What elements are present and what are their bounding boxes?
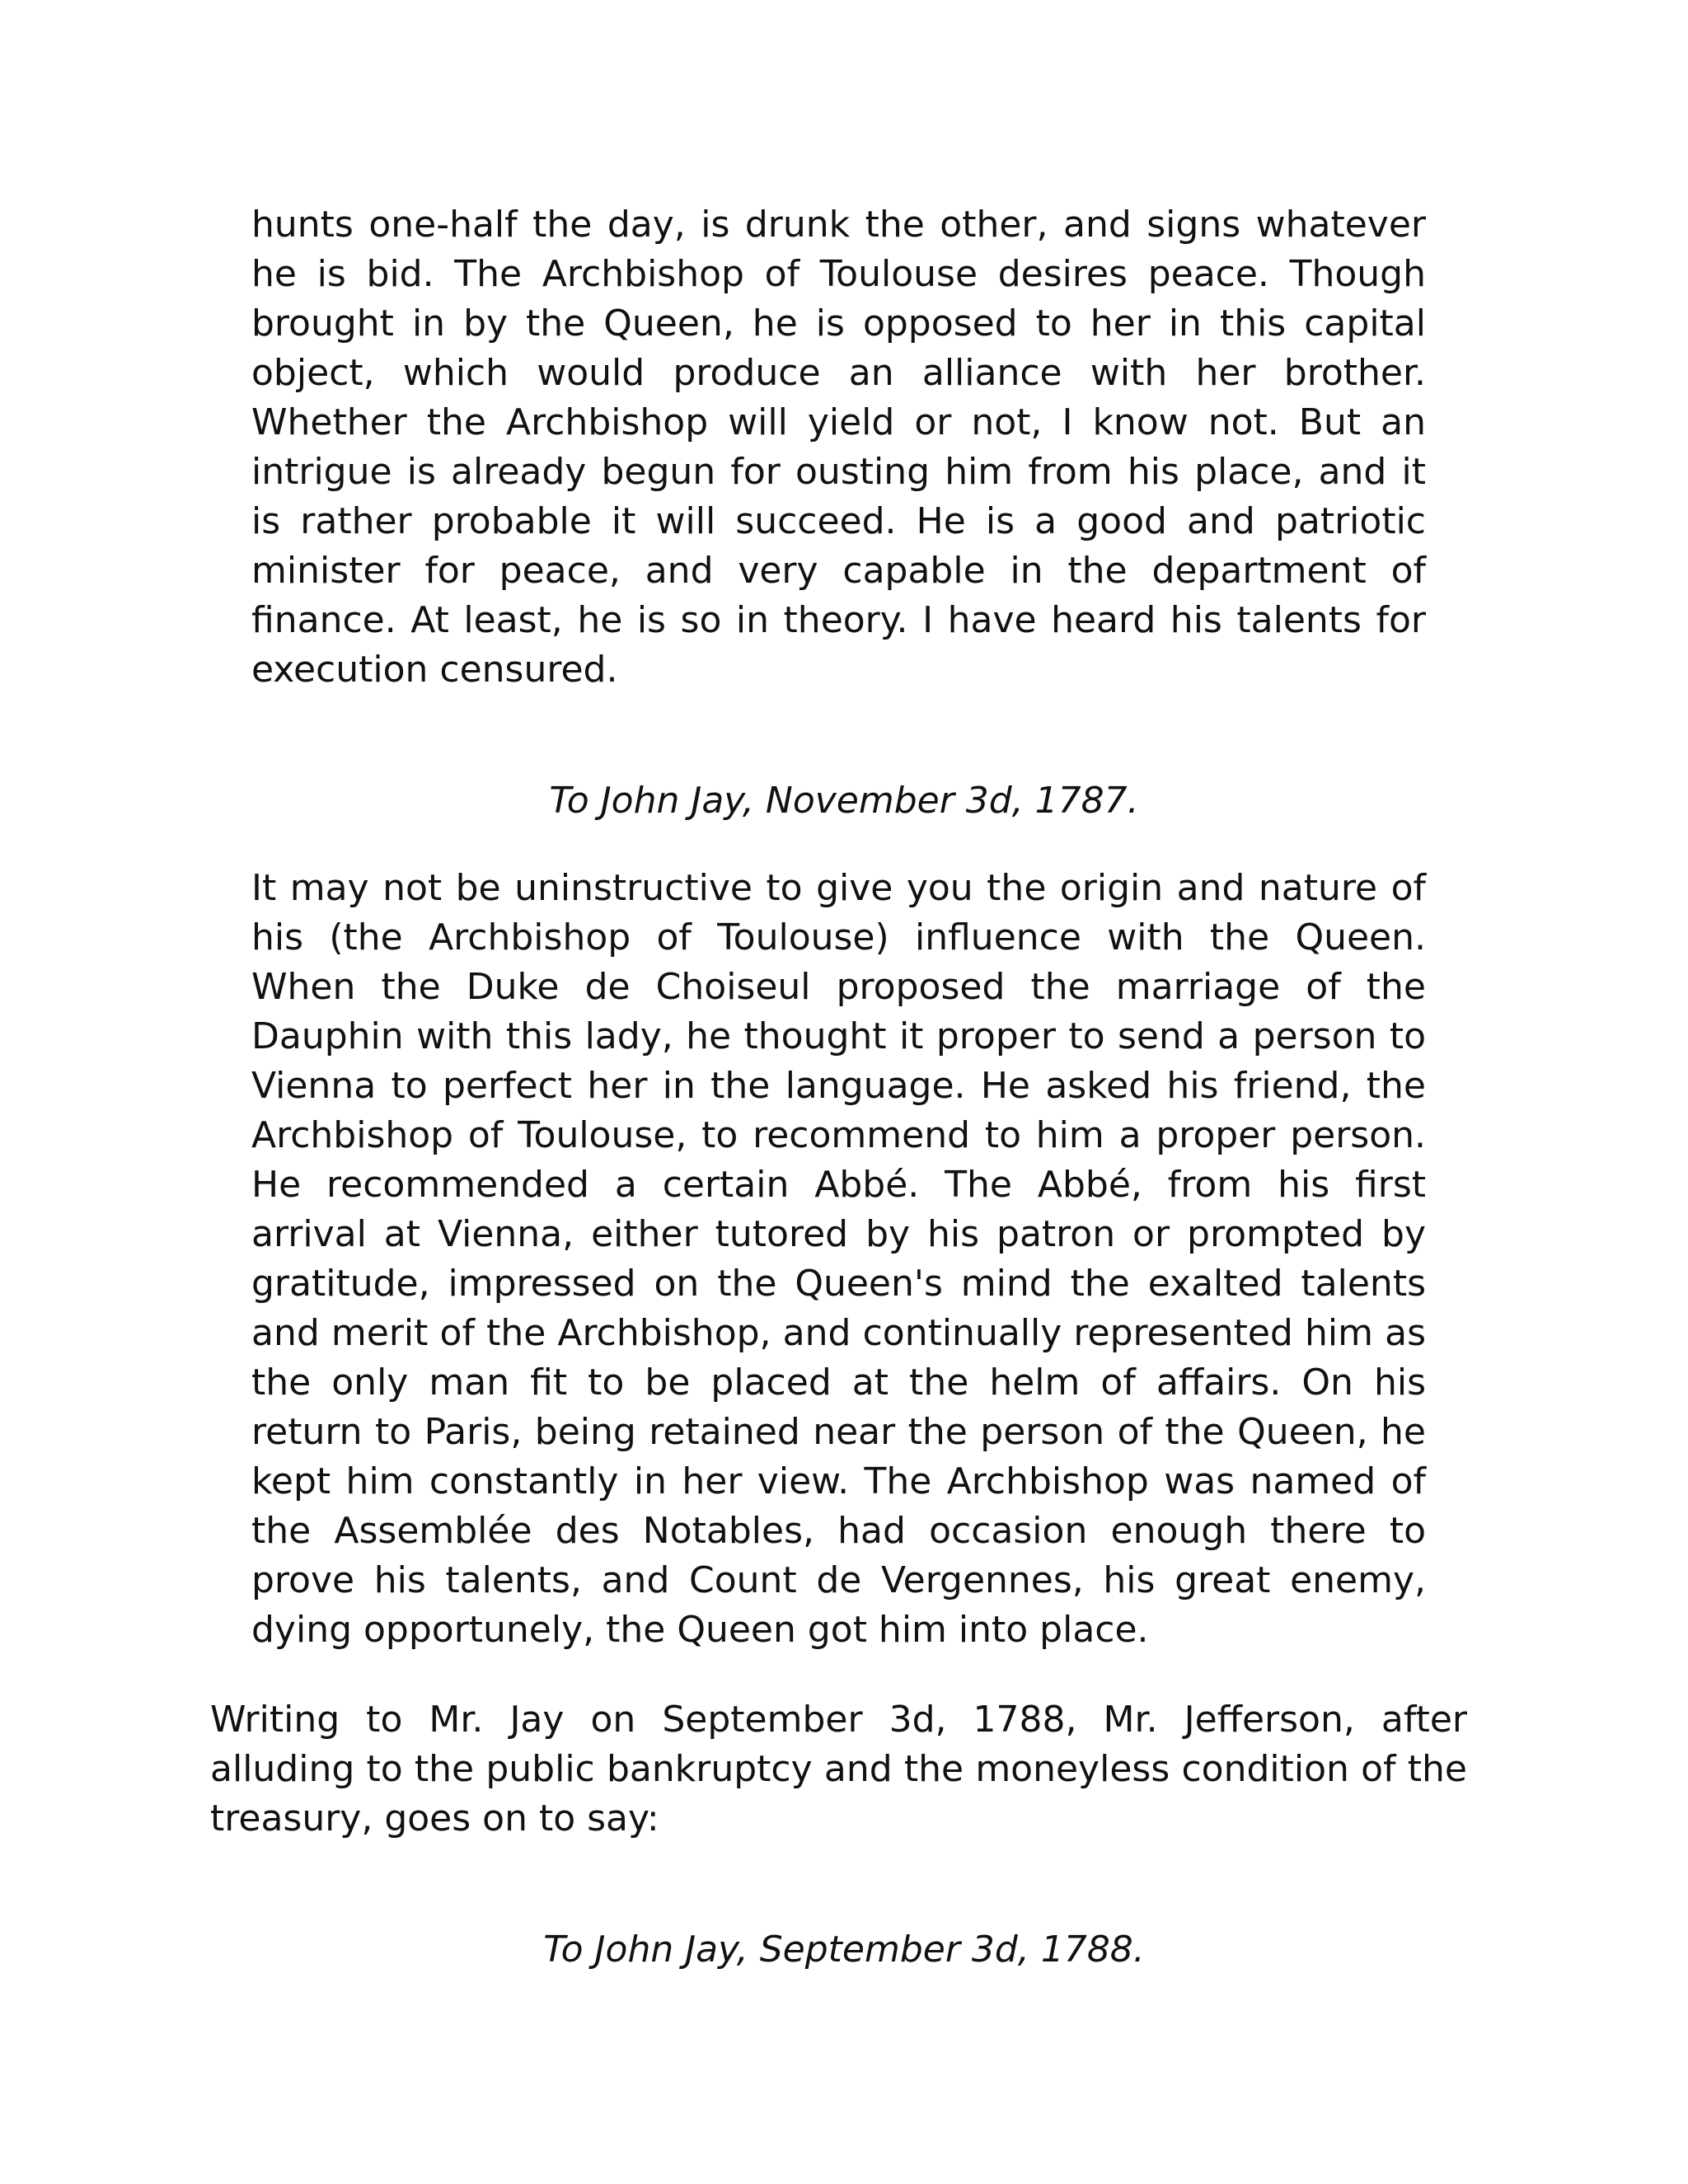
letter-heading: To John Jay, November 3d, 1787. (549, 780, 1139, 822)
narrative-paragraph: Writing to Mr. Jay on September 3d, 1788, Mr. Jefferson, after alluding to the public bankruptcy and the moneyless condition of the treasury, goes on to say: (210, 1699, 1467, 1840)
quoted-letter-paragraph: hunts one-half the day, is drunk the other, and signs whatever he is bid. The Archbishop of Toulouse desires peace. Though brought in by the Queen, he is opposed to her in this capital object, which would produce an alliance with her brother. Whether the Archbishop will yield or not, I know not. But an intrigue is already begun for ousting him from his place, and it is rather probable it will succeed. He is a good and patriotic minister for peace, and very capable in the department of finance. At least, he is so in theory. I have heard his talents for execution censured. (251, 204, 1426, 691)
quoted-letter-paragraph: It may not be uninstructive to give you the origin and nature of his (the Archbishop of Toulouse) influence with the Queen. When the Duke de Choiseul proposed the marriage of the Dauphin with this lady, he thought it proper to send a person to Vienna to perfect her in the language. He asked his friend, the Archbishop of Toulouse, to recommend to him a proper person. He recommended a certain Abbé. The Abbé, from his first arrival at Vienna, either tutored by his patron or prompted by gratitude, impressed on the Queen's mind the exalted talents and merit of the Archbishop, and continually represented him as the only man fit to be placed at the helm of affairs. On his return to Paris, being retained near the person of the Queen, he kept him constantly in her view. The Archbishop was named of the Assemblée des Notables, had occasion enough there to prove his talents, and Count de Vergennes, his great enemy, dying opportunely, the Queen got him into place. (251, 867, 1426, 1651)
letter-heading: To John Jay, September 3d, 1788. (543, 1929, 1145, 1971)
